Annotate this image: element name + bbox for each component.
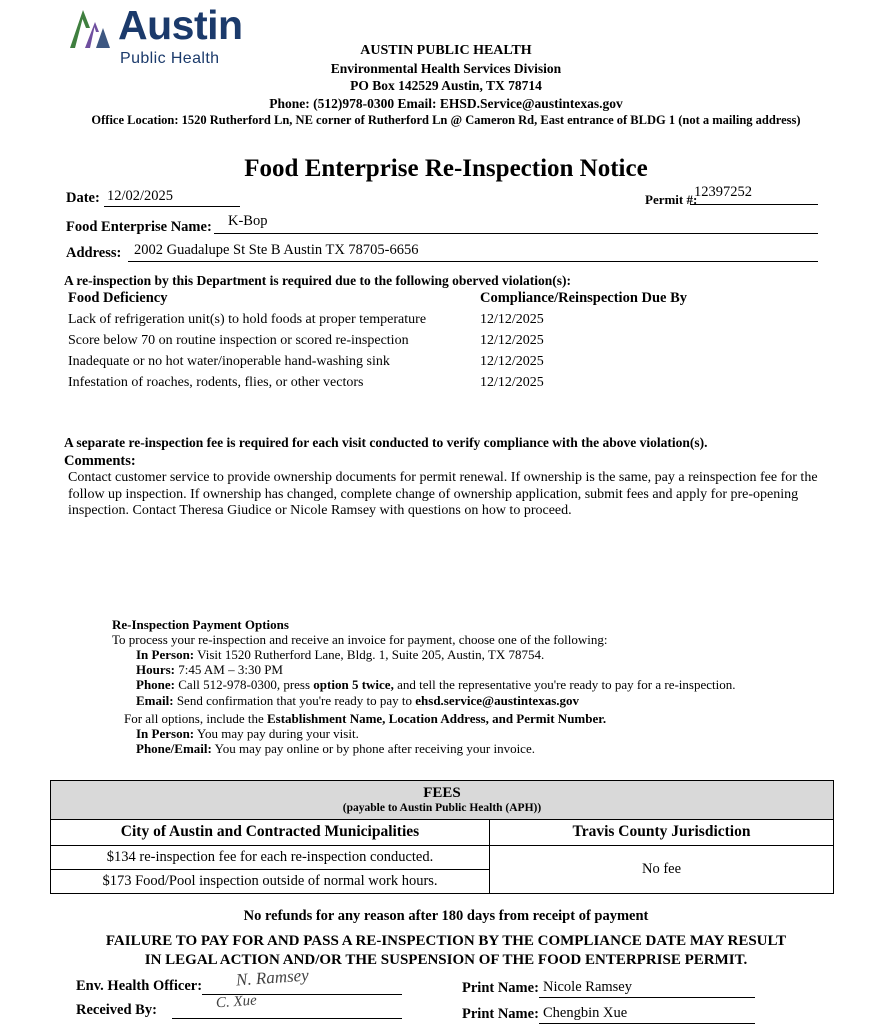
logo-text-public-health: Public Health [120,50,220,67]
table-row-due: 12/12/2025 [480,333,544,348]
permit-underline [690,204,818,205]
payment-phone-label: Phone: [136,677,175,692]
violations-col1-header: Food Deficiency [68,290,168,306]
payment-all-options-row [124,711,606,727]
received-by-label: Received By: [76,1002,157,1018]
payment-phone-row [136,677,735,693]
fees-row1-col1: $134 re-inspection fee for each re-inspection conducted. [51,846,490,870]
food-enterprise-name-underline [214,233,818,234]
agency-address-block [0,42,892,130]
payment-hours-label: Hours: [136,662,175,677]
comments-text: Contact customer service to provide ownership documents for permit renewal. If ownership is the same, pay a reinspection fee for the follow up inspection. If ownership has changed, complete change of ownership application, submit fees and apply for pre-opening inspection. Contact Theresa Giudice or Nicole Ramsey with questions on how to proceed. [68,470,818,518]
payment-phone-text-b: and tell the representative you're ready to pay for a re-inspection. [393,677,736,692]
document-header [0,0,892,136]
payment-in-person-text: Visit 1520 Rutherford Lane, Bldg. 1, Suite 205, Austin, TX 78754. [197,647,545,662]
permit-number-value: 12397252 [694,184,752,200]
fees-col2-value: No fee [490,846,834,894]
payment-hours-row [136,662,283,678]
table-row-due: 12/12/2025 [480,375,544,390]
date-value: 12/02/2025 [107,188,174,204]
fees-title: FEES [423,785,461,801]
agency-division: Environmental Health Services Division [330,60,562,76]
separate-fee-note: A separate re-inspection fee is required for each visit conducted to verify compliance with the above violation(s). [64,435,708,450]
payment-in-person-row [136,647,544,663]
table-row: Lack of refrigeration unit(s) to hold foods at proper temperature [68,312,427,327]
received-by-signature-line [172,1018,402,1019]
received-by-signature: C. Xue [215,992,258,1012]
fees-title-cell [51,781,834,820]
payment-phone-email-text: You may pay online or by phone after receiving your invoice. [214,741,535,756]
agency-po-box: PO Box 142529 Austin, TX 78714 [350,78,542,93]
payment-phone-email-label: Phone/Email: [136,741,212,756]
failure-notice [0,932,892,970]
requirement-note: A re-inspection by this Department is required due to the following oberved violation(s): [64,273,571,288]
payment-options-intro: To process your re-inspection and receive an invoice for payment, choose one of the following: [112,632,608,647]
agency-office-location: Office Location: 1520 Rutherford Ln, NE corner of Rutherford Ln @ Cameron Rd, East entrance of BLDG 1 (not a mailing address) [91,113,801,127]
fees-row-1 [51,846,834,870]
fees-col1-header: City of Austin and Contracted Municipalities [51,820,490,846]
payment-in-person2-text: You may pay during your visit. [196,726,359,741]
env-health-officer-signature: N. Ramsey [235,965,310,990]
print-name-label-1: Print Name: [462,980,539,996]
date-underline [104,206,240,207]
payment-all-options-bold: Establishment Name, Location Address, and Permit Number. [266,711,607,726]
print-name-value-2: Chengbin Xue [543,1005,628,1021]
payment-email-address: ehsd.service@austintexas.gov [415,693,580,708]
fees-header-row [51,820,834,846]
payment-hours-text: 7:45 AM – 3:30 PM [178,662,283,677]
payment-phone-text-a: Call 512-978-0300, press [178,677,314,692]
page-title: Food Enterprise Re-Inspection Notice [244,155,648,182]
table-row: Infestation of roaches, rodents, flies, or other vectors [68,375,364,390]
payment-phone-email-row [136,741,535,757]
payment-all-options-text: For all options, include the [124,711,267,726]
no-refund-notice: No refunds for any reason after 180 days from receipt of payment [243,908,649,924]
payment-email-label: Email: [136,693,174,708]
permit-number-label: Permit #: [645,192,698,207]
agency-phone-email: Phone: (512)978-0300 Email: EHSD.Service@austintexas.gov [269,95,623,111]
food-enterprise-name-value: K-Bop [228,213,268,229]
failure-notice-line2: IN LEGAL ACTION AND/OR THE SUSPENSION OF THE FOOD ENTERPRISE PERMIT. [144,952,748,968]
payment-phone-option: option 5 twice, [313,677,394,692]
address-underline [128,261,818,262]
payment-email-text: Send confirmation that you're ready to pay to [176,693,416,708]
table-row-due: 12/12/2025 [480,312,544,327]
fees-row2-col1: $173 Food/Pool inspection outside of normal work hours. [51,870,490,894]
payment-in-person-label: In Person: [136,647,195,662]
address-value: 2002 Guadalupe St Ste B Austin TX 78705-6656 [134,242,419,258]
comments-label: Comments: [64,453,136,469]
logo-text-austin: Austin [118,2,243,48]
violations-col2-header: Compliance/Reinspection Due By [480,290,688,306]
payment-options-title: Re-Inspection Payment Options [112,617,289,632]
print-name-value-1: Nicole Ramsey [543,979,632,995]
print-name-line-1 [539,997,755,998]
payment-in-person2-label: In Person: [136,726,195,741]
table-row: Inadequate or no hot water/inoperable hand-washing sink [68,354,390,369]
date-label: Date: [66,190,100,206]
table-row: Score below 70 on routine inspection or scored re-inspection [68,333,409,348]
food-enterprise-name-label: Food Enterprise Name: [66,219,212,235]
agency-name: AUSTIN PUBLIC HEALTH [360,43,532,58]
table-row-due: 12/12/2025 [480,354,544,369]
fees-subtitle: (payable to Austin Public Health (APH)) [342,802,542,814]
payment-in-person2-row [136,726,359,742]
failure-notice-line1: FAILURE TO PAY FOR AND PASS A RE-INSPECTION BY THE COMPLIANCE DATE MAY RESULT [105,933,787,949]
address-label: Address: [66,245,122,261]
env-health-officer-label: Env. Health Officer: [76,978,203,994]
print-name-label-2: Print Name: [462,1006,539,1022]
fees-title-row [51,781,834,820]
fees-table [50,780,834,894]
payment-email-row [136,693,579,709]
fees-col2-header: Travis County Jurisdiction [490,820,834,846]
